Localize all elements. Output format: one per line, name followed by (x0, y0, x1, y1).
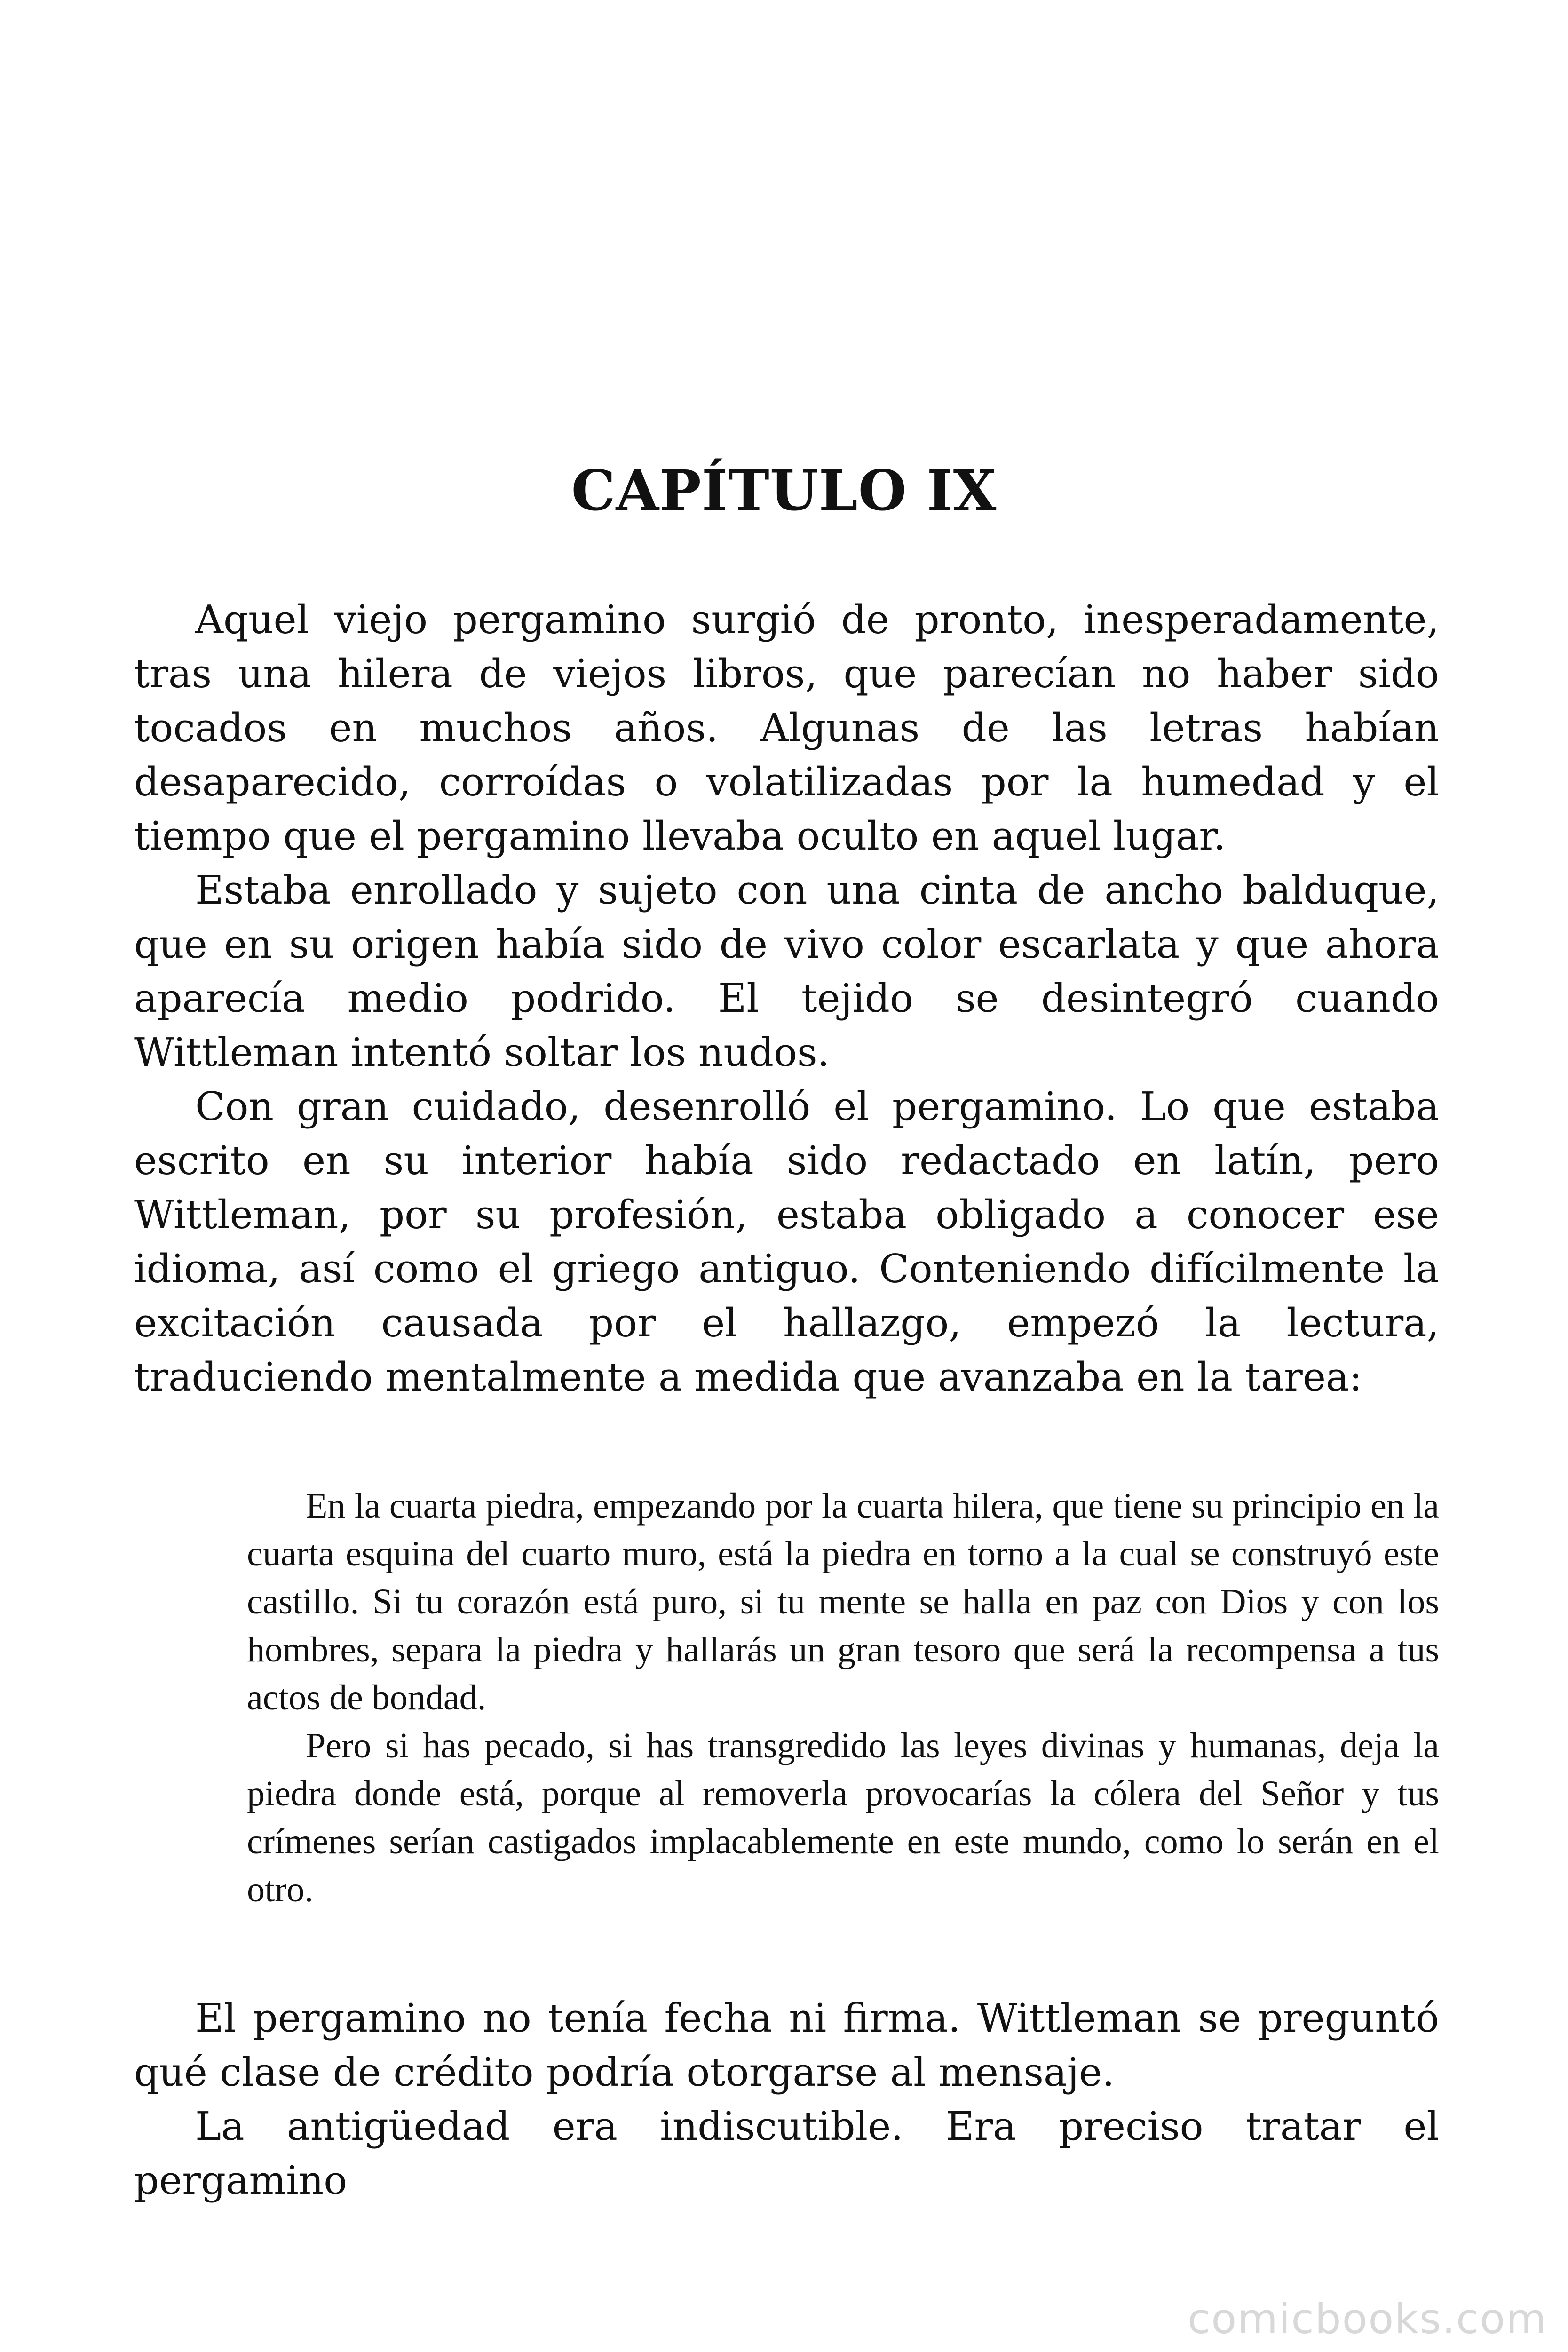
body-text-before-quote (134, 593, 1439, 1404)
watermark: comicbooks.com (1187, 2295, 1547, 2343)
quote-paragraph: Pero si has pecado, si has transgredido las leyes divinas y humanas, deja la piedra donde está, porque al removerla provocarías la cólera del Señor y tus crímenes serían castigados implacablemente en este mundo, como lo serán en el otro. (247, 1726, 1439, 1909)
block-quote (247, 1482, 1439, 1914)
paragraph: La antigüedad era indiscutible. Era preciso tratar el pergamino (134, 2104, 1439, 2203)
quote-paragraph: En la cuarta piedra, empezando por la cuarta hilera, que tiene su principio en la cuarta esquina del cuarto muro, está la piedra en torno a la cual se construyó este castillo. Si tu corazón está puro, si tu mente se halla en paz con Dios y con los hombres, separa la piedra y hallarás un gran tesoro que será la recompensa a tus actos de bondad. (247, 1486, 1439, 1717)
paragraph: Aquel viejo pergamino surgió de pronto, inesperadamente, tras una hilera de viejos libros, que parecían no haber sido tocados en muchos años. Algunas de las letras habían desaparecido, corroídas o volatilizadas por la humedad y el tiempo que el pergamino llevaba oculto en aquel lugar. (134, 597, 1439, 859)
paragraph: Con gran cuidado, desenrolló el pergamino. Lo que estaba escrito en su interior había sido redactado en latín, pero Wittleman, por su profesión, estaba obligado a conocer ese idioma, así como el griego antiguo. Conteniendo difícilmente la excitación causada por el hallazgo, empezó la lectura, traduciendo mentalmente a medida que avanzaba en la tarea: (134, 1084, 1439, 1400)
chapter-title: CAPÍTULO IX (571, 458, 997, 523)
paragraph: El pergamino no tenía fecha ni firma. Wittleman se preguntó qué clase de crédito podría otorgarse al mensaje. (134, 1995, 1439, 2095)
body-text-after-quote (134, 1991, 1439, 2208)
paragraph: Estaba enrollado y sujeto con una cinta de ancho balduque, que en su origen había sido de vivo color escarlata y que ahora aparecía medio podrido. El tejido se desintegró cuando Wittleman intentó soltar los nudos. (134, 867, 1439, 1075)
